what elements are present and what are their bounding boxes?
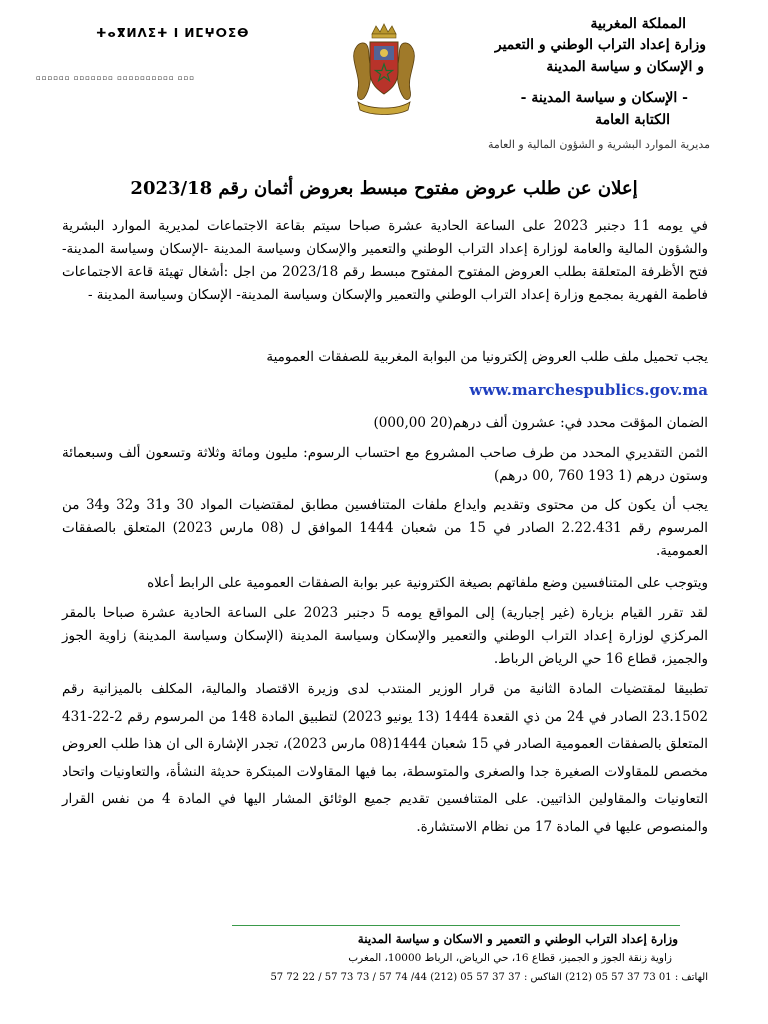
header-directorate: مديرية الموارد البشرية و الشؤون المالية و العامة xyxy=(488,138,710,151)
download-instructions: يجب تحميل ملف طلب العروض إلكترونيا من البوابة المغربية للصفقات العمومية xyxy=(266,349,708,365)
announcement-title: إعلان عن طلب عروض مفتوح مبسط بعروض أثمان رقم 2023/18 xyxy=(130,178,638,199)
header-kingdom: المملكة المغربية xyxy=(590,16,686,32)
footer-ministry-name: وزارة إعداد التراب الوطني و التعمير و الاسكان و سياسة المدينة xyxy=(357,932,678,946)
opening-date-paragraph: في يومه 11 دجنبر 2023 على الساعة الحادية عشرة صباحا سيتم بقاعة الاجتماعات لمديرية الموارد البشرية والشؤون المالية والعامة لوزارة إعداد التراب الوطني والتعمير والإسكان وسياسة المدينة -الإسكان وسياسة المدينة- فتح الأظرفة المتعلقة بطلب العروض المفتوح المفتوح مبسط رقم 2023/18 من اجل :أشغال تهيئة قاعة الاجتماعات فاطمة الفهرية بمجمع وزارة إعداد التراب الوطني والتعمير والإسكان وسياسة المدينة- الإسكان وسياسة المدينة - xyxy=(62,218,708,303)
header-ministry: وزارة إعداد التراب الوطني و التعمير xyxy=(494,37,706,53)
sme-reservation-paragraph: تطبيقا لمقتضيات المادة الثانية من قرار الوزير المنتدب لدى وزيرة الاقتصاد والمالية، المكلف بالميزانية رقم 23.1502 الصادر في 24 من ذي القعدة 1444 (13 يونيو 2023) لتطبيق المادة 148 من المرسوم رقم 2-22-431 المتعلق بالصفقات العمومية الصادر في 15 شعبان 1444(08 مارس 2023)، تجدر الإشارة الى ان هذا طلب العروض مخصص للمقاولات الصغيرة جدا والصغرى والمتوسطة، بما فيها المقاولات المبتكرة حديثة النشأة، والتعاونيات واتحاد التعاونيات والمقاولين الذاتيين. على المتنافسين تقديم جميع الوثائق المشار اليها في المادة 4 من نفس القرار والمنصوص عليها في المادة 17 من نظام الاستشارة. xyxy=(62,681,709,835)
footer-address: زاوية زنقة الجوز و الجميز، قطاع 16، حي الرياض، الرباط 10000، المغرب xyxy=(348,952,672,964)
header-secretariat: الكتابة العامة xyxy=(595,112,670,128)
footer-contact: الهاتف : 01 73 37 57 05 (212) الفاكس : 37 37 57 05 (212) 44/ 74 57 / 73 73 57 / 22 72 57 xyxy=(270,972,708,983)
submission-rules-paragraph: يجب أن يكون كل من محتوى وتقديم وايداع ملفات المتنافسين مطابق لمقتضيات المواد 30 و31 و32 و34 من المرسوم رقم 2.22.431 الصادر في 15 من شعبان 1444 الموافق ل (08 مارس 2023) المتعلق بالصفقات العمومية. xyxy=(62,497,709,559)
tifinagh-subheader: ▫▫▫▫▫▫ ▫▫▫▫▫▫▫ ▫▫▫▫▫▫▫▫▫▫ ▫▫▫ xyxy=(36,74,196,82)
ministry-header xyxy=(406,14,710,164)
header-department: - الإسكان و سياسة المدينة - xyxy=(520,90,688,106)
site-visit-paragraph: لقد تقرر القيام بزيارة (غير إجبارية) إلى المواقع يومه 5 دجنبر 2023 على الساعة الحادية عشرة صباحا بالمقر المركزي لوزارة إعداد التراب الوطني والتعمير والإسكان وسياسة المدينة (الإسكان وسياسة المدينة) زاوية الجوز والجميز، قطاع 16 حي الرياض الرباط. xyxy=(62,605,708,667)
footer-divider xyxy=(232,925,680,926)
header-ministry-cont: و الإسكان و سياسة المدينة xyxy=(546,59,704,75)
coat-of-arms-icon xyxy=(348,20,420,116)
marchespublics-link[interactable]: www.marchespublics.gov.ma xyxy=(469,381,708,399)
guarantee-paragraph: الضمان المؤقت محدد في: عشرون ألف درهم(20 000,00) xyxy=(373,415,708,431)
estimated-price-paragraph: الثمن التقديري المحدد من طرف صاحب المشروع مع احتساب الرسوم: مليون ومائة وثلاثة وتسعون ألف وسبعمائة وستون درهم (1 193 760 ,00 درهم) xyxy=(62,445,708,484)
electronic-submission-paragraph: ويتوجب على المتنافسين وضع ملفاتهم بصيغة الكترونية عبر بوابة الصفقات العمومية على الرابط أعلاه xyxy=(147,575,708,591)
tifinagh-header: ⵜⴰⴳⵍⴷⵉⵜ ⵏ ⵍⵎⵖⵔⵉⴱ xyxy=(96,26,250,40)
